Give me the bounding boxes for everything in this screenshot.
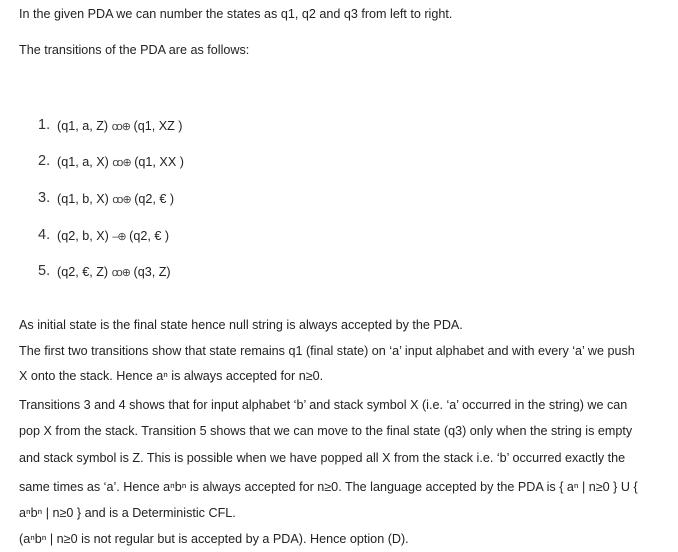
transition-rhs: (q1, XZ ) bbox=[133, 119, 183, 133]
transition-lhs: (q1, a, Z) bbox=[57, 119, 109, 133]
explanation-line: Transitions 3 and 4 shows that for input alphabet ‘b’ and stack symbol X (i.e. ‘a’ occurred in the string) we can bbox=[19, 398, 628, 412]
transition-arrow-glyph: ꝏ⊕ bbox=[111, 267, 131, 279]
transition-arrow-glyph: ꝏ⊕ bbox=[111, 121, 131, 133]
transition-arrow-glyph: –⊕ bbox=[112, 231, 126, 243]
transition-lhs: (q1, a, X) bbox=[57, 155, 109, 169]
transition-number: 5. bbox=[38, 263, 51, 279]
explanation-line: X onto the stack. Hence aⁿ is always accepted for n≥0. bbox=[19, 369, 324, 383]
transition-rhs: (q2, € ) bbox=[129, 229, 170, 243]
transition-text bbox=[57, 155, 184, 169]
transition-text bbox=[57, 192, 174, 206]
transition-text bbox=[57, 229, 169, 243]
explanation-line: The first two transitions show that state remains q1 (final state) on ‘a’ input alphabet and with every ‘a’ we push bbox=[19, 344, 635, 358]
transition-number: 4. bbox=[38, 227, 51, 243]
intro-line-2: The transitions of the PDA are as follows: bbox=[19, 43, 250, 57]
explanation-line: pop X from the stack. Transition 5 shows that we can move to the final state (q3) only when the string is empty bbox=[19, 424, 633, 438]
transition-rhs: (q1, XX ) bbox=[134, 155, 184, 169]
transition-lhs: (q2, €, Z) bbox=[57, 265, 109, 279]
transition-rhs: (q2, € ) bbox=[134, 192, 175, 206]
explanation-line: (aⁿbⁿ | n≥0 is not regular but is accepted by a PDA). Hence option (D). bbox=[19, 532, 409, 546]
transition-arrow-glyph: ꝏ⊕ bbox=[112, 157, 131, 169]
transition-rhs: (q3, Z) bbox=[133, 265, 171, 279]
transition-text bbox=[57, 119, 183, 133]
intro-line-1: In the given PDA we can number the states as q1, q2 and q3 from left to right. bbox=[19, 7, 453, 21]
explanation-line: As initial state is the final state hence null string is always accepted by the PDA. bbox=[19, 318, 463, 332]
explanation-line: same times as ‘a’. Hence aⁿbⁿ is always accepted for n≥0. The language accepted by the PDA is { aⁿ | n≥0 } U { bbox=[19, 480, 638, 494]
transition-lhs: (q2, b, X) bbox=[57, 229, 109, 243]
transition-arrow-glyph: ꝏ⊕ bbox=[112, 194, 131, 206]
transition-number: 3. bbox=[38, 190, 51, 206]
transition-text bbox=[57, 265, 171, 279]
explanation-line: aⁿbⁿ | n≥0 } and is a Deterministic CFL. bbox=[19, 506, 236, 520]
transition-lhs: (q1, b, X) bbox=[57, 192, 109, 206]
transition-number: 1. bbox=[38, 117, 51, 133]
explanation-line: and stack symbol is Z. This is possible when we have popped all X from the stack i.e. ‘b’ occurred exactly the bbox=[19, 451, 626, 465]
transition-number: 2. bbox=[38, 153, 51, 169]
